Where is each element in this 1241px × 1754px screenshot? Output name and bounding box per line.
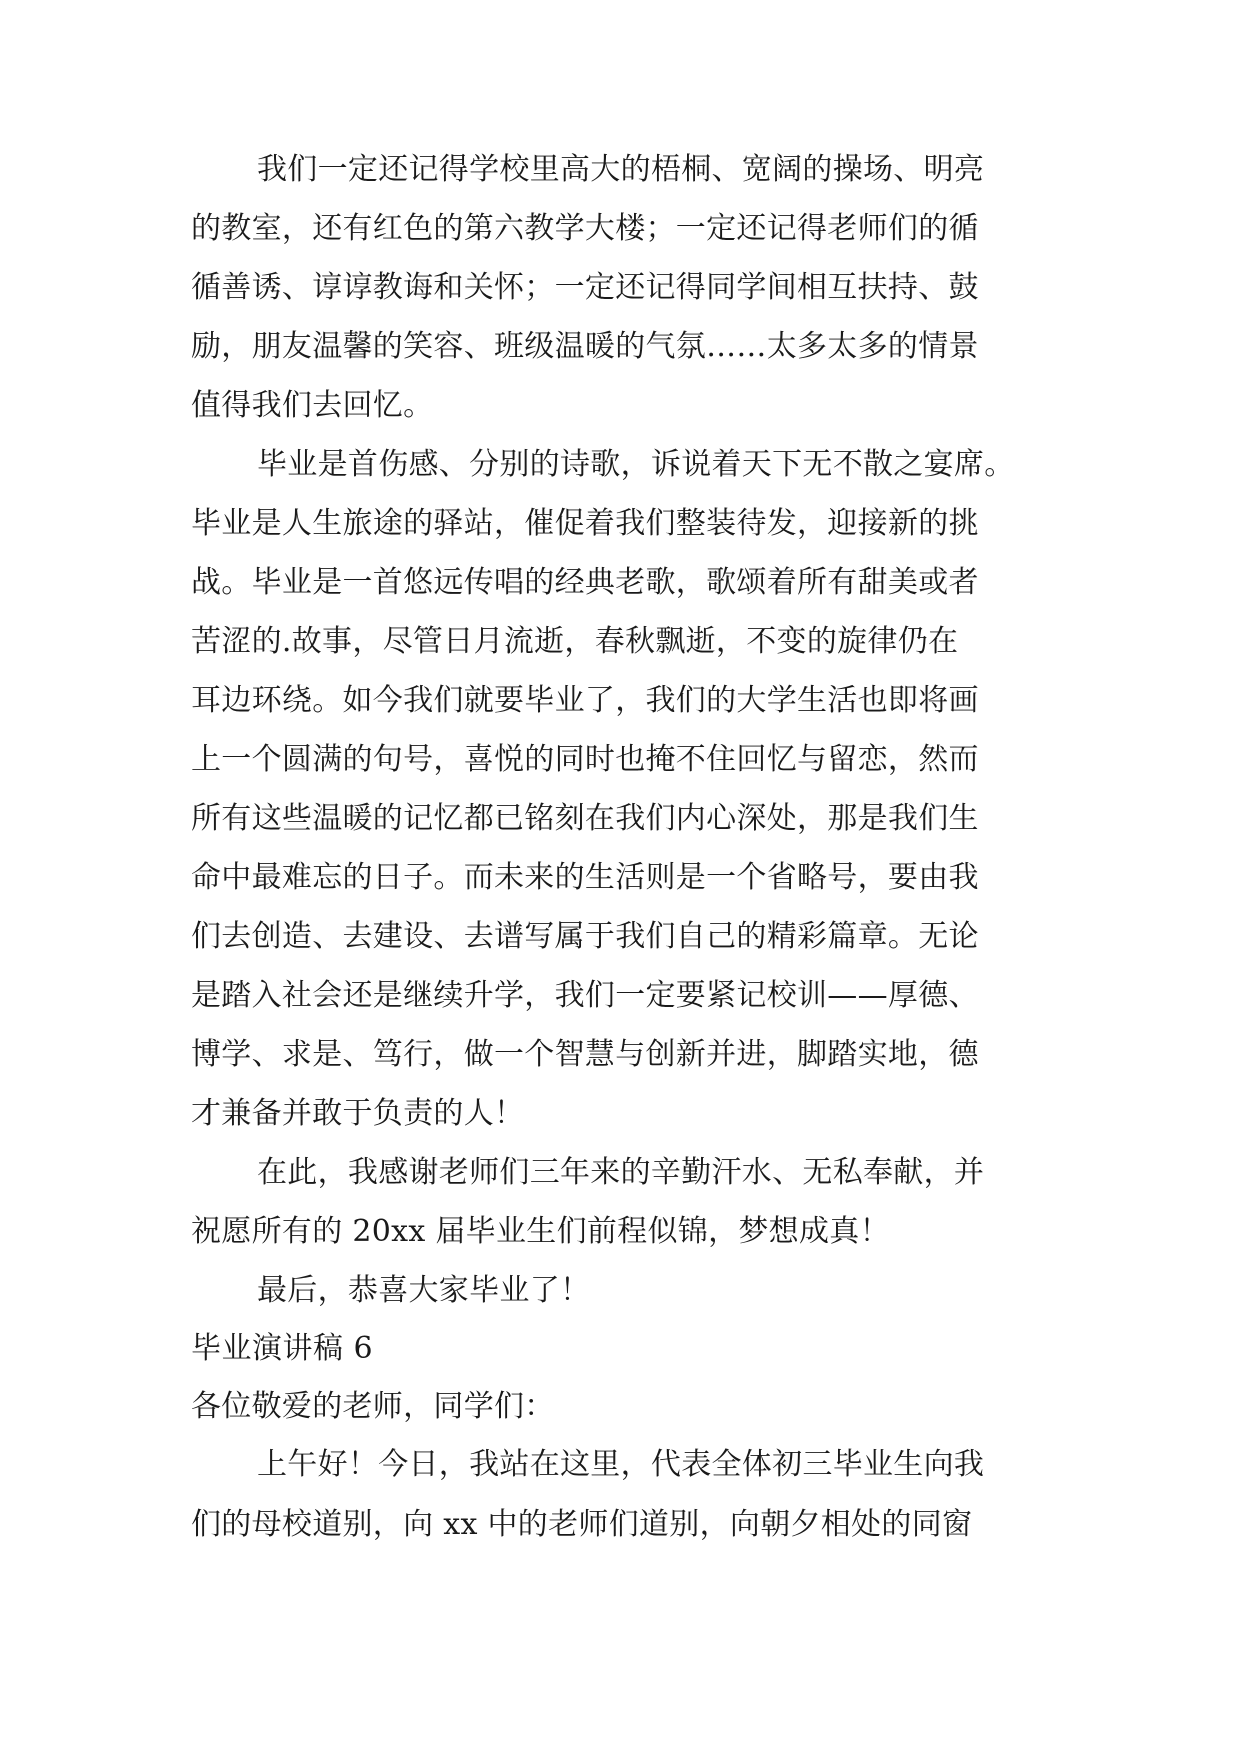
- paragraph-line: 所有这些温暖的记忆都已铭刻在我们内心深处，那是我们生: [191, 801, 979, 836]
- paragraph-line: 循善诱、谆谆教诲和关怀；一定还记得同学间相互扶持、鼓: [191, 270, 979, 305]
- paragraph-line: 最后，恭喜大家毕业了！: [257, 1273, 591, 1308]
- paragraph-line: 祝愿所有的 20xx 届毕业生们前程似锦，梦想成真！: [191, 1214, 890, 1249]
- paragraph-line: 上午好！今日，我站在这里，代表全体初三毕业生向我: [257, 1447, 985, 1482]
- paragraph-line: 博学、求是、笃行，做一个智慧与创新并进，脚踏实地，德: [191, 1037, 979, 1072]
- paragraph-line: 值得我们去回忆。: [191, 388, 434, 423]
- paragraph-line: 们去创造、去建设、去谱写属于我们自己的精彩篇章。无论: [191, 919, 979, 954]
- paragraph-line: 命中最难忘的日子。而未来的生活则是一个省略号，要由我: [191, 860, 979, 895]
- paragraph-line: 是踏入社会还是继续升学，我们一定要紧记校训——厚德、: [191, 978, 979, 1013]
- paragraph-line: 毕业是人生旅途的驿站，催促着我们整装待发，迎接新的挑: [191, 506, 979, 541]
- paragraph-line: 才兼备并敢于负责的人！: [191, 1096, 525, 1131]
- paragraph-line: 上一个圆满的句号，喜悦的同时也掩不住回忆与留恋，然而: [191, 742, 979, 777]
- paragraph-line: 战。毕业是一首悠远传唱的经典老歌，歌颂着所有甜美或者: [191, 565, 979, 600]
- paragraph-line: 在此，我感谢老师们三年来的辛勤汗水、无私奉献，并: [257, 1155, 985, 1190]
- paragraph-line: 我们一定还记得学校里高大的梧桐、宽阔的操场、明亮: [257, 152, 985, 187]
- paragraph-line: 励，朋友温馨的笑容、班级温暖的气氛……太多太多的情景: [191, 329, 979, 364]
- paragraph-line: 苦涩的.故事，尽管日月流逝，春秋飘逝，不变的旋律仍在: [191, 624, 959, 659]
- paragraph-line: 耳边环绕。如今我们就要毕业了，我们的大学生活也即将画: [191, 683, 979, 718]
- paragraph-line: 们的母校道别，向 xx 中的老师们道别，向朝夕相处的同窗: [191, 1507, 973, 1542]
- salutation: 各位敬爱的老师，同学们：: [191, 1389, 555, 1424]
- paragraph-line: 的教室，还有红色的第六教学大楼；一定还记得老师们的循: [191, 211, 979, 246]
- paragraph-line: 毕业是首伤感、分别的诗歌，诉说着天下无不散之宴席。: [257, 447, 1015, 482]
- section-heading: 毕业演讲稿 6: [191, 1331, 374, 1366]
